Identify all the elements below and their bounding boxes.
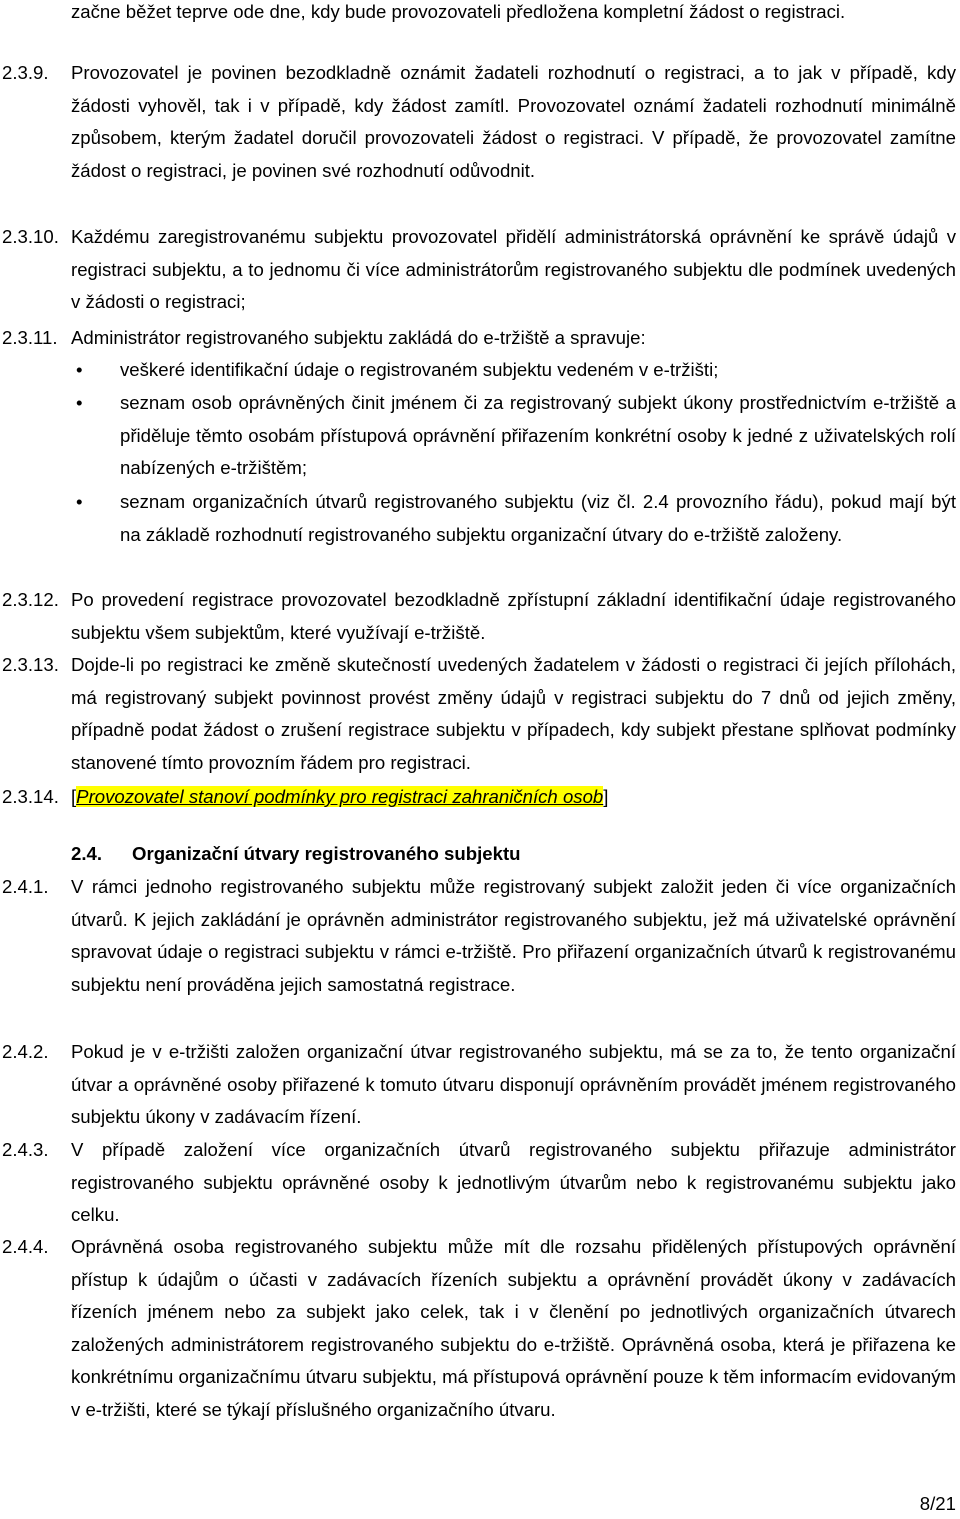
paragraph-text: Oprávněná osoba registrovaného subjektu může mít dle rozsahu přidělených přístupových oprávnění přístup k údajům o účasti v zadávacích řízeních subjektu a oprávnění provádět úkony v zadávacích řízeních jménem nebo za subjekt jako celek, tak i v členění po jednotlivých organizačních útvarech založených administrátorem registrovaného subjektu do e-tržiště. Oprávněná osoba, která je přiřazena ke konkrétnímu organizačnímu útvaru subjektu, má přístupová oprávnění pouze k těm informacím evidovaným v e-tržišti, které se týkají příslušného organizačního útvaru. bbox=[71, 1236, 956, 1420]
paragraph-number: 2.4.1. bbox=[2, 876, 49, 897]
section-heading bbox=[71, 838, 521, 870]
list-item bbox=[0, 354, 956, 387]
paragraph-number: 2.4.2. bbox=[2, 1041, 49, 1062]
paragraph-2-3-14 bbox=[0, 781, 956, 814]
bracket-close: ] bbox=[603, 786, 609, 807]
bullet-icon: • bbox=[76, 491, 83, 512]
paragraph-text: V rámci jednoho registrovaného subjektu může registrovaný subjekt založit jeden či více organizačních útvarů. K jejich zakládání je oprávněn administrátor registrovaného subjektu, jež má uživatelské oprávnění spravovat údaje o registraci subjektu v rámci e-tržiště. Pro přiřazení organizačních útvarů k registrovanému subjektu není prováděna jejich samostatná registrace. bbox=[71, 876, 956, 995]
paragraph-2-3-10 bbox=[0, 221, 956, 319]
paragraph-number: 2.3.13. bbox=[2, 654, 59, 675]
paragraph-text: Administrátor registrovaného subjektu zakládá do e-tržiště a spravuje: bbox=[71, 327, 646, 348]
paragraph-2-4-1 bbox=[0, 871, 956, 1001]
paragraph-number: 2.4.3. bbox=[2, 1139, 49, 1160]
paragraph-text: Dojde-li po registraci ke změně skutečností uvedených žadatelem v žádosti o registraci či jejích přílohách, má registrovaný subjekt povinnost provést změny údajů v registraci subjektu do 7 dnů od jejich změny, případně podat žádost o zrušení registrace subjektu v případech, kdy subjekt přestane splňovat podmínky stanovené tímto provozním řádem pro registraci. bbox=[71, 654, 956, 773]
paragraph-2-3-9 bbox=[0, 57, 956, 187]
paragraph-text: začne běžet teprve ode dne, kdy bude provozovateli předložena kompletní žádost o registraci. bbox=[71, 1, 846, 22]
page-number: 8/21 bbox=[919, 1493, 956, 1514]
section-number: 2.4. bbox=[71, 843, 103, 864]
list-item-text: seznam osob oprávněných činit jménem či za registrovaný subjekt úkony prostřednictvím e-tržiště a přiděluje těmto osobám přístupová oprávnění přiřazením konkrétní osoby k jedné z uživatelských rolí nabízených e-tržištěm; bbox=[120, 392, 956, 478]
paragraph-2-4-4 bbox=[0, 1231, 956, 1426]
paragraph-text: Pokud je v e-tržišti založen organizační útvar registrovaného subjektu, má se za to, že tento organizační útvar a oprávněné osoby přiřazené k tomuto útvaru disponují oprávněním provádět jménem registrovaného subjektu úkony v zadávacím řízení. bbox=[71, 1041, 956, 1127]
paragraph-number: 2.3.9. bbox=[2, 62, 49, 83]
paragraph-text: Každému zaregistrovanému subjektu provozovatel přidělí administrátorská oprávnění ke správě údajů v registraci subjektu, a to jednomu či více administrátorům registrovaného subjektu dle podmínek uvedených v žádosti o registraci; bbox=[71, 226, 956, 312]
paragraph-number: 2.3.14. bbox=[2, 786, 59, 807]
bullet-icon: • bbox=[76, 392, 83, 413]
highlighted-note: Provozovatel stanoví podmínky pro registraci zahraničních osob bbox=[76, 786, 604, 807]
list-item-text: seznam organizačních útvarů registrovaného subjektu (viz čl. 2.4 provozního řádu), pokud mají být na základě rozhodnutí registrovaného subjektu organizační útvary do e-tržiště založeny. bbox=[120, 491, 956, 545]
paragraph-number: 2.3.10. bbox=[2, 226, 59, 247]
paragraph-2-4-3 bbox=[0, 1134, 956, 1232]
paragraph-2-3-13 bbox=[0, 649, 956, 779]
paragraph-text: Po provedení registrace provozovatel bezodkladně zpřístupní základní identifikační údaje registrovaného subjektu všem subjektům, které využívají e-tržiště. bbox=[71, 589, 956, 643]
paragraph-2-4-2 bbox=[0, 1036, 956, 1134]
paragraph-2-3-12 bbox=[0, 584, 956, 649]
list-item-text: veškeré identifikační údaje o registrovaném subjektu vedeném v e-tržišti; bbox=[120, 359, 719, 380]
paragraph-number: 2.3.12. bbox=[2, 589, 59, 610]
list-item bbox=[0, 486, 956, 551]
paragraph-2-3-11 bbox=[0, 322, 956, 355]
section-title: Organizační útvary registrovaného subjektu bbox=[132, 843, 521, 864]
paragraph-number: 2.3.11. bbox=[2, 327, 58, 348]
bullet-icon: • bbox=[76, 359, 83, 380]
paragraph-text bbox=[71, 781, 956, 814]
list-item bbox=[0, 387, 956, 485]
bracket-open: [ bbox=[71, 786, 77, 807]
paragraph-text: V případě založení více organizačních útvarů registrovaného subjektu přiřazuje administrátor registrovaného subjektu oprávněné osoby k jednotlivým útvarům nebo k registrovanému subjektu jako celku. bbox=[71, 1139, 956, 1225]
paragraph-text: Provozovatel je povinen bezodkladně oznámit žadateli rozhodnutí o registraci, a to jak v případě, kdy žádosti vyhověl, tak i v případě, kdy žádost zamítl. Provozovatel oznámí žadateli rozhodnutí minimálně způsobem, kterým žadatel doručil provozovateli žádost o registraci. V případě, že provozovatel zamítne žádost o registraci, je povinen své rozhodnutí odůvodnit. bbox=[71, 62, 956, 181]
paragraph-continuation bbox=[0, 0, 956, 29]
paragraph-number: 2.4.4. bbox=[2, 1236, 49, 1257]
